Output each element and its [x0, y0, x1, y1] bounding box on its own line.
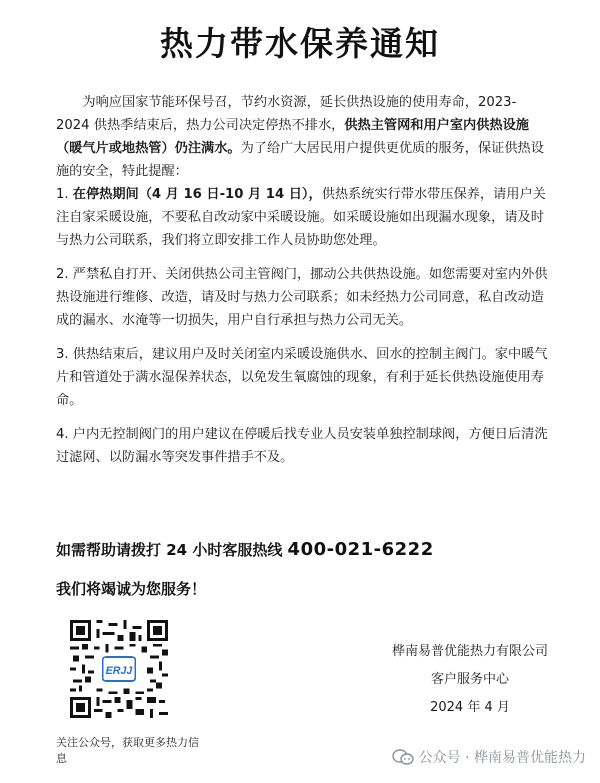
item-text: 供热系统实行带水带压保养，请用户关注自家采暖设施，不要私自改动家中采暖设施。如采暖设施如出现漏水现象，请及时与热力公司联系，我们将立即安排工作人员协助您处理。 — [56, 187, 546, 248]
notice-items — [56, 183, 548, 480]
intro-paragraph — [56, 91, 548, 183]
notice-title: 热力带水保养通知 — [160, 24, 440, 63]
wechat-icon — [392, 749, 414, 765]
service-slogan: 我们将竭诚为您服务！ — [56, 580, 207, 598]
item-prefix: 3. — [56, 347, 73, 362]
item-text: 严禁私自打开、关闭供热公司主管阀门，挪动公共供热设施。如您需要对室内外供热设施进行维修、改造，请及时与热力公司联系；如未经热力公司同意，私自改动造成的漏水、水淹等一切损失，用户自行承担与热力公司无关。 — [56, 267, 548, 328]
notice-item-4 — [56, 423, 548, 469]
help-hotline — [56, 539, 434, 560]
signature-block — [380, 638, 560, 722]
help-text: 如需帮助请拨打 24 小时客服热线 — [56, 541, 288, 559]
item-prefix: 1. — [56, 187, 73, 202]
intro-text-1: 为响应国家节能环保号召，节约水资源，延长供热设施的使用寿命，2023-2024 供热季结束后，热力公司决定停热不排水， — [56, 95, 517, 133]
watermark-text: 公众号 · 桦南易普优能热力 — [418, 750, 586, 766]
notice-date: 2024 年 4 月 — [430, 700, 510, 715]
item-prefix: 2. — [56, 267, 73, 282]
item-text: 供热结束后，建议用户及时关闭室内采暖设施供水、回水的控制主阀门。家中暖气片和管道处于满水湿保养状态，以免发生氧腐蚀的现象，有利于延长供热设施使用寿命。 — [56, 347, 548, 408]
wechat-watermark — [392, 747, 586, 767]
intro-bold-text: 供热主管网和用户室内供热设施（暖气片或地热管）仍注满水。 — [56, 118, 529, 156]
notice-item-1 — [56, 183, 548, 252]
notice-item-2 — [56, 263, 548, 332]
intro-text-2: 为了给广大居民用户提供更优质的服务，保证供热设施的安全，特此提醒： — [56, 141, 544, 179]
item-bold: 在停热期间（4 月 16 日-10 月 14 日）， — [72, 187, 322, 202]
hotline-number: 400-021-6222 — [287, 539, 434, 560]
department-name: 客户服务中心 — [430, 672, 509, 687]
item-prefix: 4. — [56, 427, 73, 442]
company-name: 桦南易普优能热力有限公司 — [391, 644, 548, 659]
qr-logo-text: ERJJ — [105, 665, 133, 678]
notice-item-3 — [56, 343, 548, 412]
item-text: 户内无控制阀门的用户建议在停暖后找专业人员安装单独控制球阀，方便日后清洗过滤网、以防漏水等突发事件措手不及。 — [56, 427, 548, 465]
qr-code-icon — [70, 620, 168, 718]
qr-caption: 关注公众号，获取更多热力信息 — [56, 736, 199, 765]
